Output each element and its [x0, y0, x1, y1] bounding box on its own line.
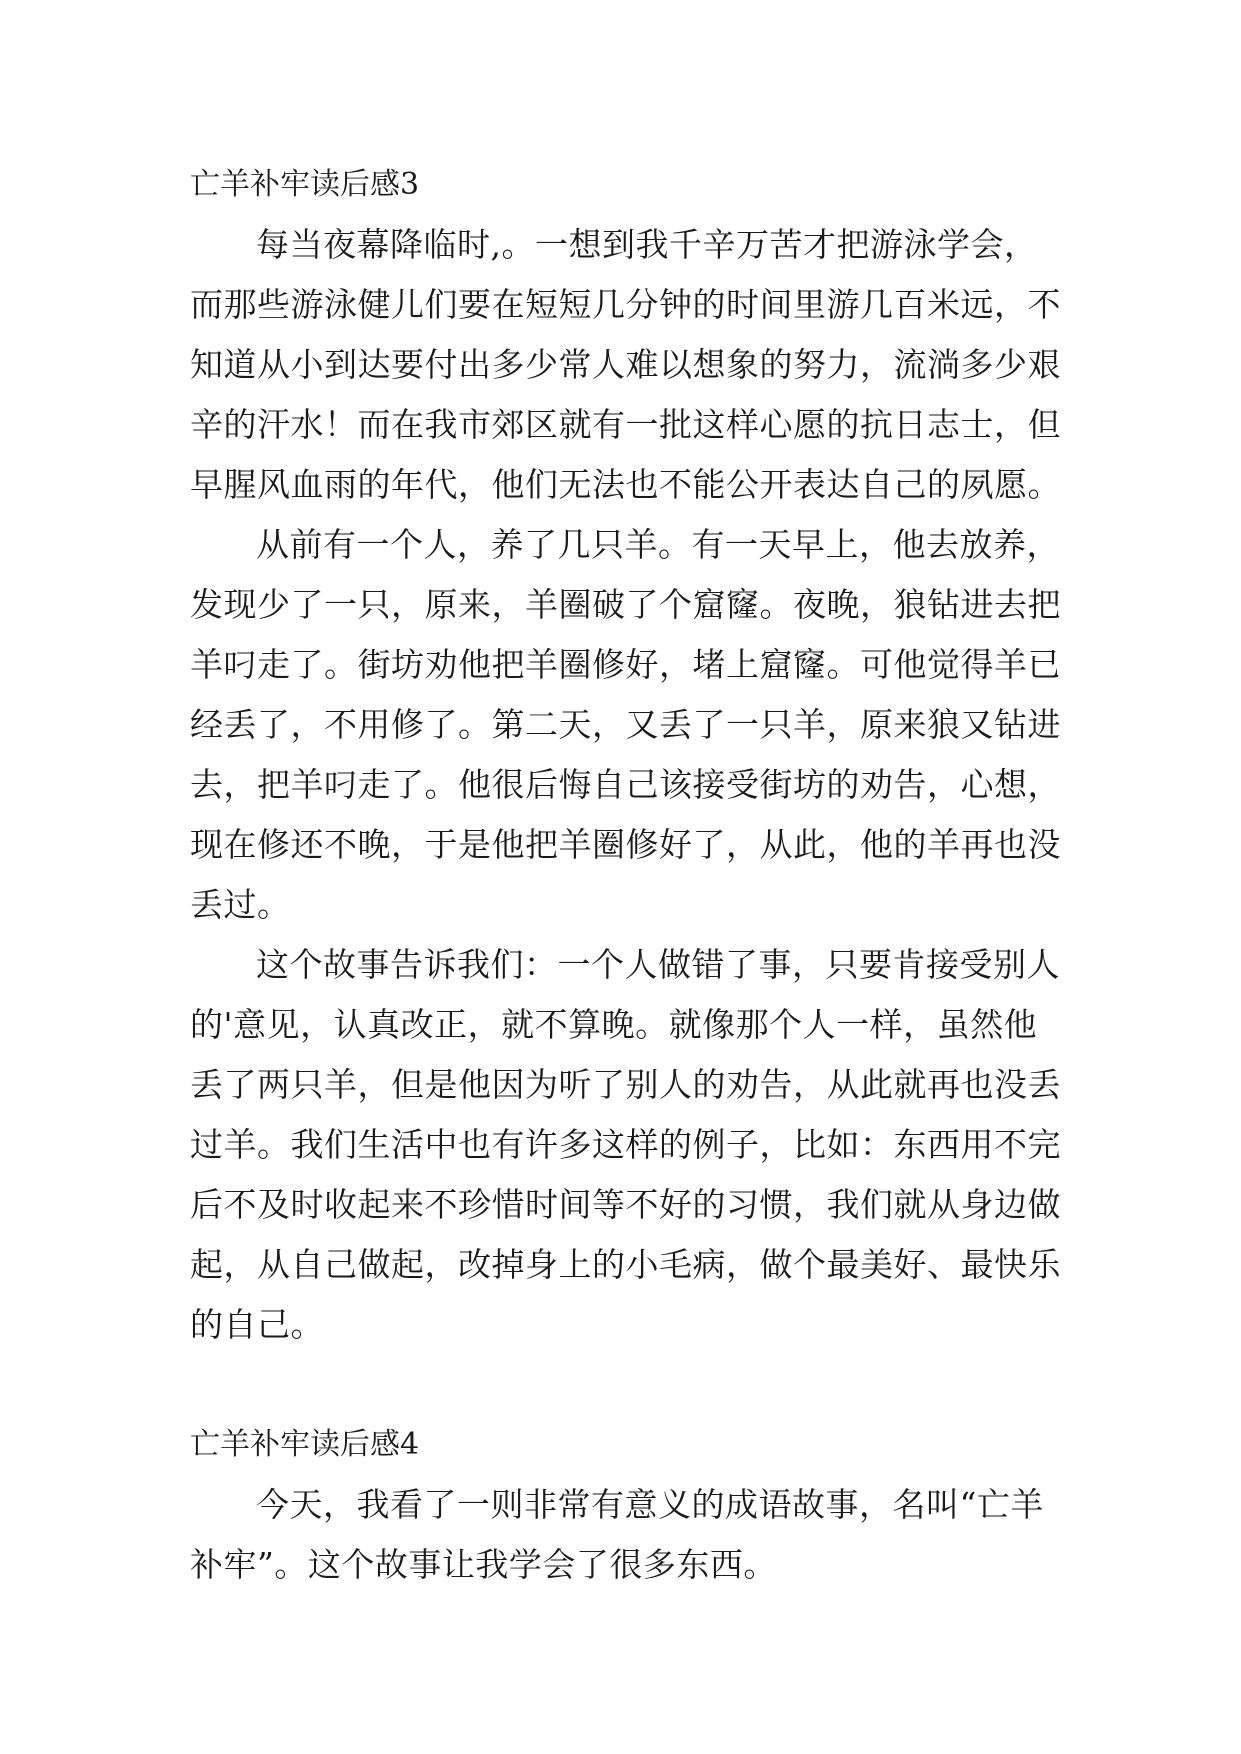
- paragraph: [190, 515, 1060, 935]
- text-line: 从前有一个人，养了几只羊。有一天早上，他去放养，: [256, 525, 1060, 564]
- text-line: 知道从小到达要付出多少常人难以想象的努力，流淌多少艰: [190, 345, 1061, 384]
- text-line: 经丢了，不用修了。第二天，又丢了一只羊，原来狼又钻进: [190, 705, 1061, 744]
- text-line: 补牢”。这个故事让我学会了很多东西。: [190, 1545, 777, 1584]
- essay-section-4: [190, 1415, 1060, 1595]
- section-heading: 亡羊补牢读后感3: [190, 167, 420, 202]
- text-line: 起，从自己做起，改掉身上的小毛病，做个最美好、最快乐: [190, 1245, 1061, 1284]
- text-line: 发现少了一只，原来，羊圈破了个窟窿。夜晚，狼钻进去把: [190, 585, 1061, 624]
- document-body: [190, 155, 1060, 1595]
- text-line: 羊叼走了。街坊劝他把羊圈修好，堵上窟窿。可他觉得羊已: [190, 645, 1061, 684]
- text-line: 的自己。: [190, 1305, 324, 1344]
- text-line: 丢过。: [190, 885, 291, 924]
- text-line: 而那些游泳健儿们要在短短几分钟的时间里游几百米远，不: [190, 285, 1061, 324]
- text-line: 每当夜幕降临时,。一想到我千辛万苦才把游泳学会，: [256, 225, 1038, 264]
- text-line: 辛的汗水！而在我市郊区就有一批这样心愿的抗日志士，但: [190, 405, 1061, 444]
- text-line: 丢了两只羊，但是他因为听了别人的劝告，从此就再也没丢: [190, 1065, 1061, 1104]
- essay-section-3: [190, 155, 1060, 1355]
- section-heading: 亡羊补牢读后感4: [190, 1427, 420, 1462]
- text-line: 今天，我看了一则非常有意义的成语故事，名叫“亡羊: [256, 1485, 1044, 1524]
- text-line: 这个故事告诉我们：一个人做错了事，只要肯接受别人: [256, 945, 1060, 984]
- text-line: 的'意见，认真改正，就不算晚。就像那个人一样，虽然他: [190, 1005, 1038, 1044]
- paragraph: [190, 215, 1060, 515]
- text-line: 过羊。我们生活中也有许多这样的例子，比如：东西用不完: [190, 1125, 1061, 1164]
- text-line: 早腥风血雨的年代，他们无法也不能公开表达自己的夙愿。: [190, 465, 1061, 504]
- text-line: 现在修还不晚，于是他把羊圈修好了，从此，他的羊再也没: [190, 825, 1061, 864]
- paragraph: [190, 935, 1060, 1355]
- paragraph: [190, 1475, 1060, 1595]
- text-line: 后不及时收起来不珍惜时间等不好的习惯，我们就从身边做: [190, 1185, 1061, 1224]
- text-line: 去，把羊叼走了。他很后悔自己该接受街坊的劝告，心想，: [190, 765, 1061, 804]
